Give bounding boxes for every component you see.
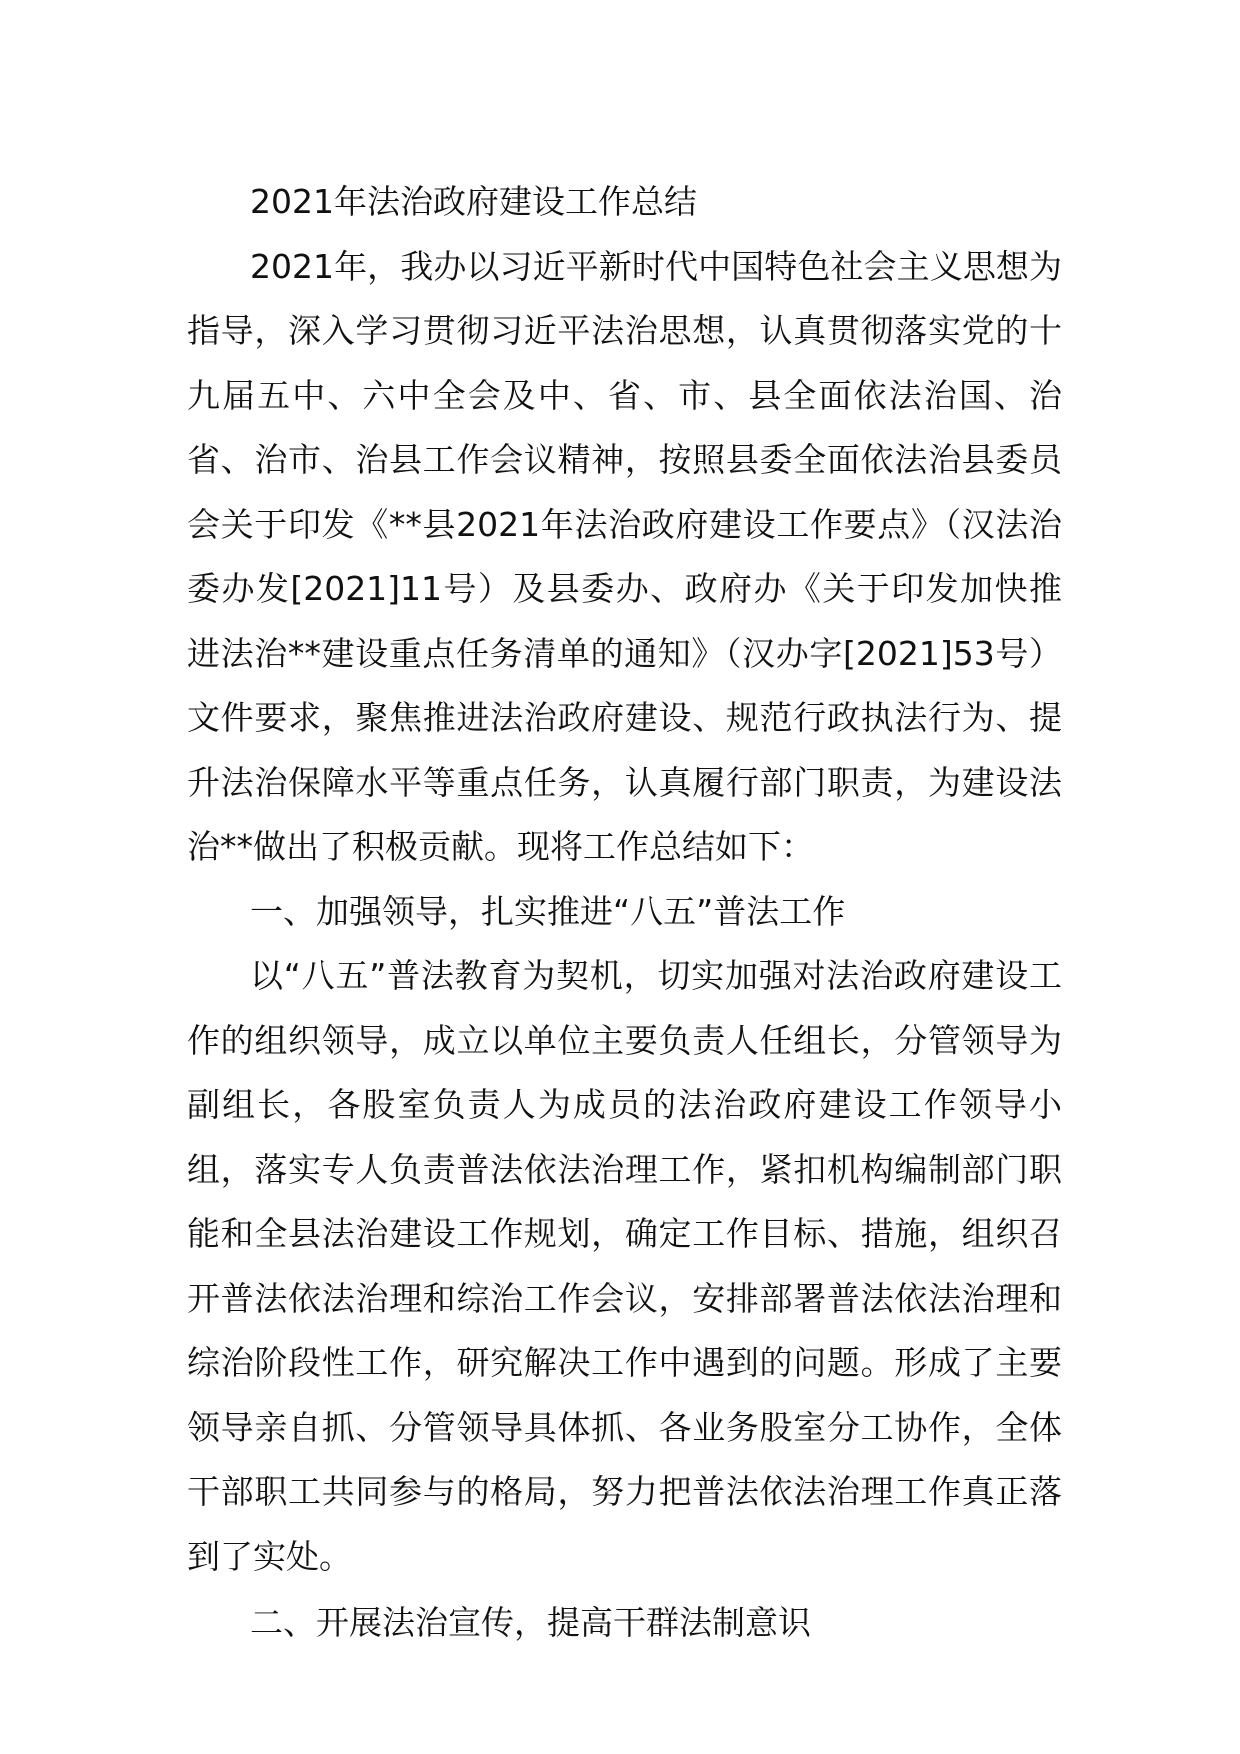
document-body bbox=[187, 170, 1062, 1656]
paragraph-intro: 2021年，我办以习近平新时代中国特色社会主义思想为指导，深入学习贯彻习近平法治思想，认真贯彻落实党的十九届五中、六中全会及中、省、市、县全面依法治国、治省、治市、治县工作会议精神，按照县委全面依法治县委员会关于印发《**县2021年法治政府建设工作要点》（汉法治委办发[2021]11号）及县委办、政府办《关于印发加快推进法治**建设重点任务清单的通知》（汉办字[2021]53号）文件要求，聚焦推进法治政府建设、规范行政执法行为、提升法治保障水平等重点任务，认真履行部门职责，为建设法治**做出了积极贡献。现将工作总结如下： bbox=[187, 246, 1062, 866]
document-title: 2021年法治政府建设工作总结 bbox=[250, 182, 697, 221]
paragraph-section-1: 以“八五”普法教育为契机，切实加强对法治政府建设工作的组织领导，成立以单位主要负责人任组长，分管领导为副组长，各股室负责人为成员的法治政府建设工作领导小组，落实专人负责普法依法治理工作，紧扣机构编制部门职能和全县法治建设工作规划，确定工作目标、措施，组织召开普法依法治理和综治工作会议，安排部署普法依法治理和综治阶段性工作，研究解决工作中遇到的问题。形成了主要领导亲自抓、分管领导具体抓、各业务股室分工协作，全体干部职工共同参与的格局，努力把普法依法治理工作真正落到了实处。 bbox=[187, 956, 1062, 1576]
section-heading-1: 一、加强领导，扎实推进“八五”普法工作 bbox=[250, 891, 846, 931]
section-heading-2: 二、开展法治宣传，提高干群法制意识 bbox=[250, 1603, 811, 1642]
